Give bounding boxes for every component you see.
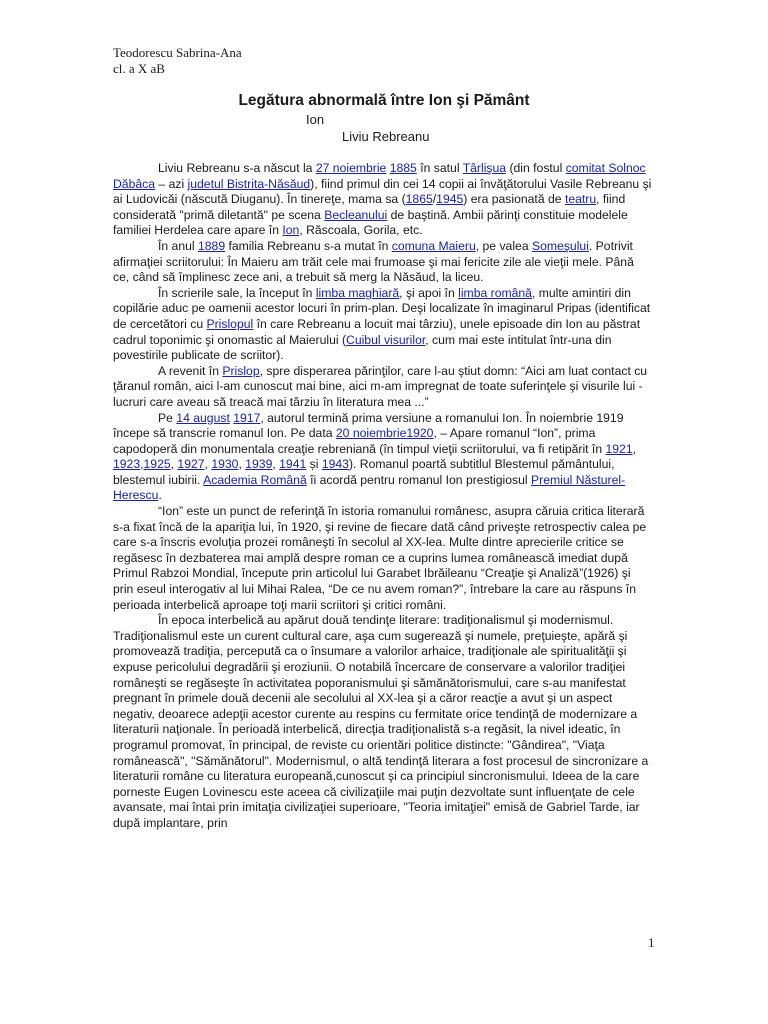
link[interactable]: Prislopul [206,316,254,331]
link[interactable]: Academia Română [203,472,307,487]
link[interactable]: Ion [282,223,300,238]
link[interactable]: comuna Maieru [391,238,476,253]
link[interactable]: 20 noiembrie1920 [335,426,434,441]
link[interactable]: judetul Bistrita-Năsăud [187,176,311,191]
link[interactable]: comitat Solnoc Dăbâca [113,161,646,191]
link[interactable]: Premiul Năsturel-Herescu [113,472,626,503]
link[interactable]: Târlişua [462,161,507,175]
novel-title: Ion [306,112,325,127]
student-class: cl. a X aB [113,61,165,76]
student-header [113,45,242,77]
paragraph: A revenit în Prislop, spre disperarea părinţilor, care l-au ştiut domn: “Aici am luat contact cu ţăranul român, aici l-am cunoscut mai bine, aici m-am impregnat de toate suferinţele şi visurile lui - lucruri care aveau să treacă mai târziu în literatura mea ...” [113,363,648,409]
link[interactable]: 1941 [279,457,307,472]
student-name: Teodorescu Sabrina-Ana [113,45,242,60]
link[interactable]: 1930 [211,457,239,472]
link[interactable]: 1923 [113,457,141,472]
link[interactable]: 14 august [176,410,230,425]
page-number: 1 [648,935,655,950]
document-title: Legătura abnormală între Ion şi Pământ [238,92,530,109]
link[interactable]: 1885 [389,161,417,175]
link[interactable]: teatru [564,192,597,207]
link[interactable]: Prislop [222,363,260,378]
link[interactable]: 1927 [177,457,205,472]
link[interactable]: 27 noiembrie [315,161,387,175]
link[interactable]: limba maghiară [315,285,400,300]
link[interactable]: 1889 [197,238,226,253]
link[interactable]: 1939 [245,457,273,472]
novel-author: Liviu Rebreanu [342,129,430,144]
link[interactable]: 1865 [405,192,433,207]
link[interactable]: 1925 [143,457,171,472]
link[interactable]: 1917 [233,410,261,425]
paragraph: În epoca interbelică au apărut două tendinţe literare: tradiţionalismul şi modernismul. Tradiţionalismul este un curent cultural care, aşa cum sugerează şi numele, preţuieşte, apără şi promovează tradiţia, percepută ca o însumare a valorilor arhaice, tradiţionale ale spiritualităţii şi expuse pericolului degradării şi eroziunii. O notabilă încercare de conservare a valorilor tradiţiei româneşti se regăseşte în activitatea poporanismului şi sămănătorismului, care s-au manifestat pregnant în primele două decenii ale secolului al XX-lea şi a căror reacţie a avut şi un aspect negativ, deoarece adepţii acestor curente au respins cu fermitate orice tendinţă de modernizare a literaturii naţionale. În perioadă interbelică, direcţia tradiţionalistă s-a regăsit, la nivel ideatic, în programul promovat, în principal, de reviste cu orientări politice distincte: "Gândirea", "Viaţa românească", "Sămănătorul". Modernismul, o altă tendinţă literara a fost procesul de sincronizare a literaturii române cu literatura europeană,cunoscut şi ca principiul sincronismului. Ideea de la care porneste Eugen Lovinescu este aceea că civilizaţiile mai puţin dezvoltate sunt influenţate de cele avansate, mai întai prin imitaţia civilizaţiei superioare, "Teoria imitaţiei" emisă de Gabriel Tarde, iar după implantare, prin [113,613,649,830]
paragraph: În anul 1889 familia Rebreanu s-a mutat în comuna Maieru, pe valea Someşului. Potrivit afirmaţiei scriitorului: În Maieru am trăit cele mai frumoase şi mai fericite zile ale vieţii mele. Până ce, când să împlinesc zece ani, a trebuit să merg la Năsăud, la liceu. [113,238,634,285]
paragraph: În scrierile sale, la început în limba maghiară, şi apoi în limba română, multe amintiri din copilărie aduc pe oamenii acestor locuri în prim-plan. Deşi localizate în imaginarul Pripas (identificat de cercetători cu Prislopul în care Rebreanu a locuit mai târziu), unele episoade din Ion au păstrat cadrul toponimic şi onomastic al Maierului (Cuibul visurilor, cum mai este intitulat într-una din povestirile publicate de scriitor). [113,285,651,363]
link[interactable]: Someşului [532,238,589,253]
link[interactable]: Becleanului [324,207,388,222]
body-text [113,161,653,832]
paragraph: “Ion” este un punct de referinţă în istoria romanului românesc, asupra căruia critica literară s-a fixat încă de la apariţia lui, în 1920, şi revine de fiecare dată când priveşte retrospectiv calea pe care s-a înscris evoluţia prozei româneşti în secolul al XX-lea. Multe dintre aprecierile critice se regăsesc în dezbaterea mai amplă despre roman ce a cuprins lumea românească imediat după Primul Rabzoi Mondial, începute prin articolul lui Garabet Ibrăileanu “Creaţie şi Analiză”(1926) şi prin eseul interogativ al lui Mihai Ralea, “De ce nu avem roman?”, întrebare la care au răspuns în perioada interbelică aproape toţi marii scriitori şi critici români. [113,504,647,612]
paragraph: Pe 14 august 1917, autorul termină prima versiune a romanului Ion. În noiembrie 1919 începe să transcrie romanul Ion. Pe data 20 noiembrie1920, – Apare romanul “Ion”, prima capodoperă din monumentala creaţie rebreniană (în timpul vieţii scriitorului, va fi retipărit în 1921, 1923,1925, 1927, 1930, 1939, 1941 și 1943). Romanul poartă subtitlul Blestemul pământului, blestemul iubirii. Academia Română îi acordă pentru romanul Ion prestigiosul Premiul Năsturel-Herescu. [113,410,636,503]
link[interactable]: 1921 [605,441,633,456]
paragraph: Liviu Rebreanu s-a născut la 27 noiembrie 1885 în satul Târlişua (din fostul comitat Solnoc Dăbâca – azi judetul Bistrita-Năsăud), fiind primul din cei 14 copii ai învăţătorului Vasile Rebreanu şi ai Ludovicăi (născută Diuganu). În tinereţe, mama sa (1865/1945) era pasionată de teatru, fiind considerată "primă diletantă" pe scena Becleanului de baştină. Ambii părinţi constituie modelele familiei Herdelea care apare în Ion, Răscoala, Gorila, etc. [113,161,652,238]
link[interactable]: 1945 [436,192,464,207]
link[interactable]: limba română [458,285,532,300]
link[interactable]: 1943 [321,457,349,472]
link[interactable]: Cuibul visurilor [346,332,426,347]
